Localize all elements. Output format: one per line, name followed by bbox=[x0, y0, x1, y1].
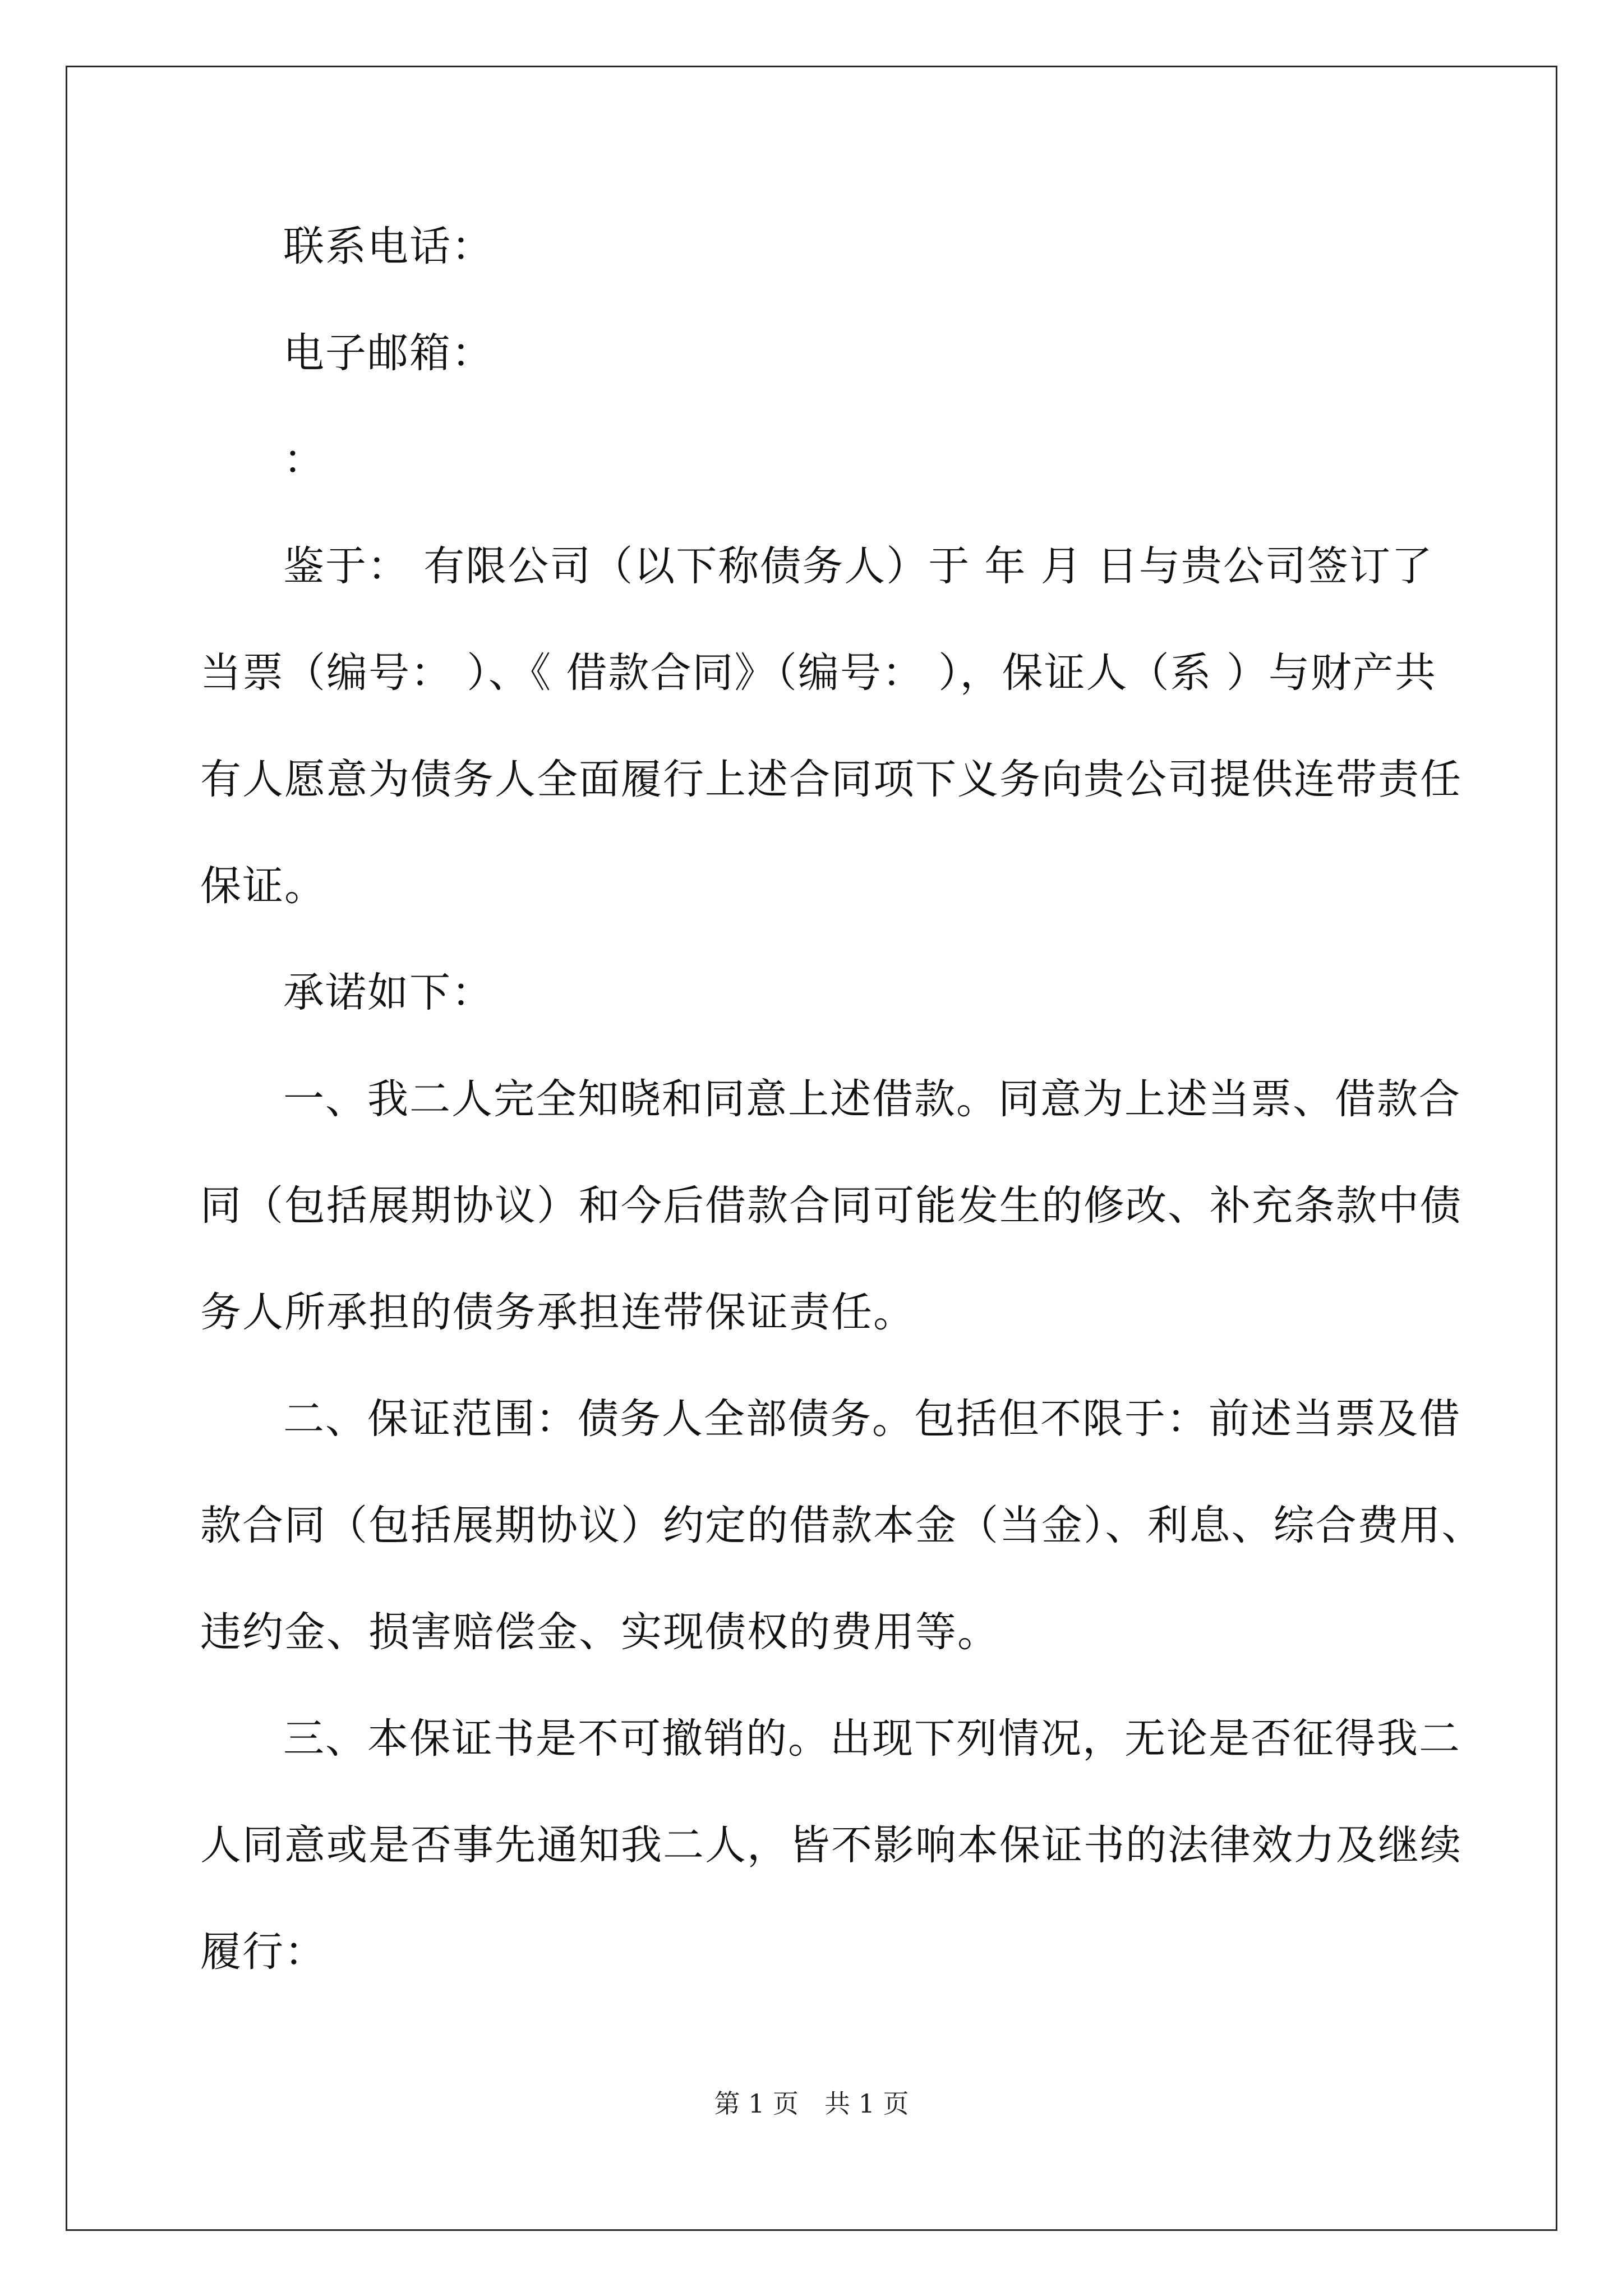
paragraph-line: 同（包括展期协议）和今后借款合同可能发生的修改、补充条款中债 bbox=[200, 1182, 1462, 1230]
paragraph-line: 违约金、损害赔偿金、实现债权的费用等。 bbox=[200, 1608, 999, 1656]
email-line: 电子邮箱： bbox=[283, 329, 494, 377]
paragraph-line: 人同意或是否事先通知我二人，皆不影响本保证书的法律效力及继续 bbox=[200, 1821, 1462, 1869]
recipient-line: ： bbox=[283, 436, 325, 484]
paragraph-line: 保证。 bbox=[200, 862, 326, 910]
paragraph-line: 当票（编号： ）、《 借款合同》（编号： ），保证人（系 ）与财产共 bbox=[200, 649, 1437, 697]
paragraph-line: 三、本保证书是不可撤销的。出现下列情况，无论是否征得我二 bbox=[283, 1715, 1461, 1763]
paragraph-line: 款合同（包括展期协议）约定的借款本金（当金）、利息、综合费用、 bbox=[200, 1502, 1484, 1549]
paragraph-line: 务人所承担的债务承担连带保证责任。 bbox=[200, 1289, 915, 1336]
page-number: 第 1 页 共 1 页 bbox=[714, 2088, 909, 2119]
paragraph-line: 二、保证范围：债务人全部债务。包括但不限于：前述当票及借 bbox=[283, 1395, 1461, 1443]
contact-phone-line: 联系电话： bbox=[283, 223, 494, 270]
section-heading: 承诺如下： bbox=[283, 969, 494, 1016]
paragraph-line: 一、我二人完全知晓和同意上述借款。同意为上述当票、借款合 bbox=[283, 1075, 1461, 1123]
paragraph-line: 有人愿意为债务人全面履行上述合同项下义务向贵公司提供连带责任 bbox=[200, 756, 1462, 803]
page-border bbox=[66, 66, 1557, 2231]
paragraph-line: 鉴于： 有限公司（以下称债务人）于 年 月 日与贵公司签订了 bbox=[283, 542, 1433, 590]
paragraph-line: 履行： bbox=[200, 1928, 326, 1976]
